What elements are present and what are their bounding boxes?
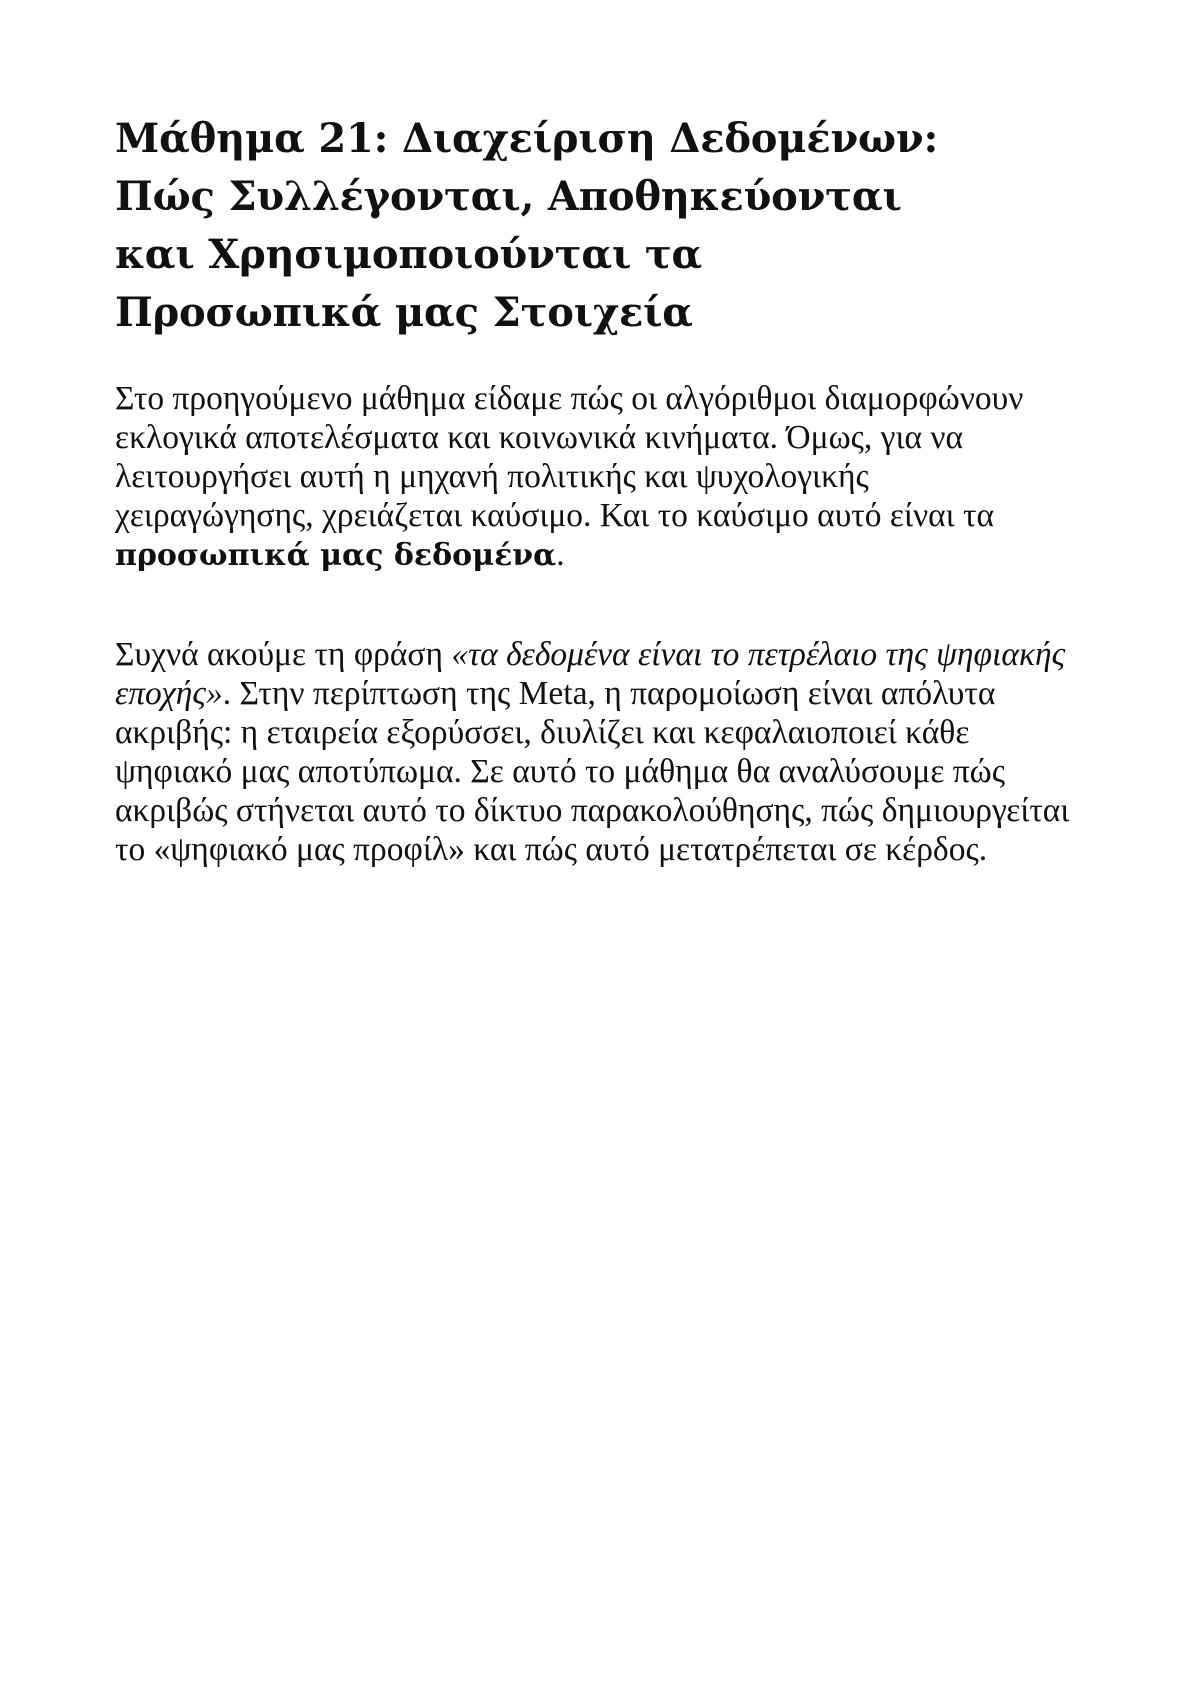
intro-paragraph — [115, 379, 1075, 575]
title-line: Προσωπικά μας Στοιχεία — [115, 289, 693, 336]
paragraph-text: Στο προηγούμενο μάθημα είδαμε πώς οι αλγόριθμοι διαμορφώνουν εκλογικά αποτελέσματα και κοινωνικά κινήματα. Όμως, για να λειτουργήσει αυτή η μηχανή πολιτικής και ψυχολογικής χειραγώγησης, χρειάζεται καύσιμο. Και το καύσιμο αυτό είναι τα — [115, 380, 1024, 534]
emphasis-text: προσωπικά μας δεδομένα — [115, 538, 557, 573]
document-page — [115, 110, 1075, 869]
paragraph-text: . Στην περίπτωση της Meta, η παρομοίωση είναι απόλυτα ακριβής: η εταιρεία εξορύσσει, διυλίζει και κεφαλαιοποιεί κάθε ψηφιακό μας αποτύπωμα. Σε αυτό το μάθημα θα αναλύσουμε πώς ακριβώς στήνεται αυτό το δίκτυο παρακολούθησης, πώς δημιουργείται το «ψηφιακό μας προφίλ» και πώς αυτό μετατρέπεται σε κέρδος. — [115, 675, 1070, 868]
title-line: Μάθημα 21: Διαχείριση Δεδομένων: — [115, 115, 939, 162]
lesson-title — [115, 110, 1015, 342]
paragraph-text: Συχνά ακούμε τη φράση — [115, 636, 452, 673]
body-paragraph — [115, 635, 1075, 869]
quote-text: «τα δεδομένα είναι το πετρέλαιο της ψηφιακής εποχής» — [115, 636, 1066, 712]
title-line: και Χρησιμοποιούνται τα — [115, 231, 703, 278]
paragraph-text: . — [556, 536, 565, 573]
title-line: Πώς Συλλέγονται, Αποθηκεύονται — [115, 173, 902, 220]
